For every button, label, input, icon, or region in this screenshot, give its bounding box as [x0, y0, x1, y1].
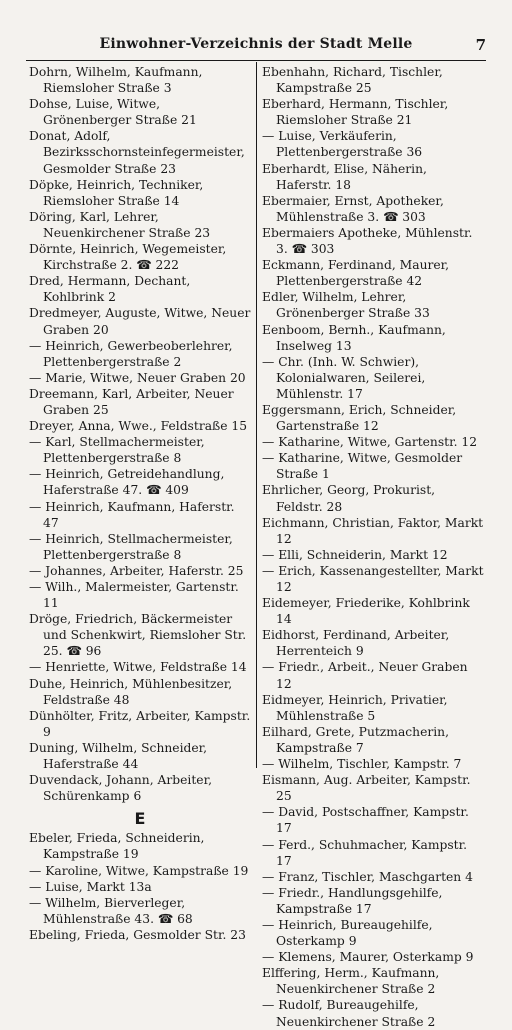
directory-entry: Ebermaiers Apotheke, Mühlenstr. 3. ☎ 303 — [262, 225, 473, 257]
directory-entry: Eidhorst, Ferdinand, Arbeiter, Herrenteich 9 — [262, 628, 450, 659]
directory-entry: — Wilhelm, Tischler, Kampstr. 7 — [262, 757, 462, 772]
directory-entry: — Johannes, Arbeiter, Haferstr. 25 — [29, 563, 244, 578]
directory-entry: — Friedr., Arbeit., Neuer Graben 12 — [262, 660, 468, 691]
directory-entry: — Heinrich, Gewerbeoberlehrer, Plettenbergerstraße 2 — [29, 338, 233, 369]
directory-entry: Duvendack, Johann, Arbeiter, Schürenkamp 6 — [29, 773, 213, 804]
directory-entry: — Heinrich, Stellmachermeister, Plettenbergerstraße 8 — [29, 531, 233, 562]
directory-entry: Eberhard, Hermann, Tischler, Riemsloher Straße 21 — [262, 97, 449, 128]
directory-entry: Eichmann, Christian, Faktor, Markt 12 — [262, 515, 484, 546]
directory-entry: Dredmeyer, Auguste, Witwe, Neuer Graben 20 — [29, 306, 251, 337]
directory-entry: — David, Postschaffner, Kampstr. 17 — [262, 805, 469, 836]
directory-entry: — Friedr., Handlungsgehilfe, Kampstraße 17 — [262, 885, 443, 916]
directory-entry: Eberhardt, Elise, Näherin, Haferstr. 18 — [262, 161, 427, 192]
directory-entry: — Luise, Verkäuferin, Plettenbergerstraße 36 — [262, 129, 423, 160]
directory-entry: Ehrlicher, Georg, Prokurist, Feldstr. 28 — [262, 483, 436, 514]
directory-entry: Donat, Adolf, Bezirksschornsteinfegermeister, Gesmolder Straße 23 — [29, 129, 245, 176]
directory-entry: Elffering, Herm., Kaufmann, Neuenkirchener Straße 2 — [262, 966, 440, 997]
directory-entry: — Erich, Kassenangestellter, Markt 12 — [262, 563, 484, 594]
directory-entry: — Ferd., Schuhmacher, Kampstr. 17 — [262, 837, 468, 868]
directory-entry: — Chr. (Inh. W. Schwier), Kolonialwaren, Seilerei, Mühlenstr. 17 — [262, 354, 426, 401]
left-column — [29, 64, 251, 943]
header-rule — [26, 60, 486, 61]
directory-entry: — Karl, Stellmachermeister, Plettenbergerstraße 8 — [29, 435, 205, 466]
directory-entry: Eidmeyer, Heinrich, Privatier, Mühlenstraße 5 — [262, 692, 448, 723]
directory-entry: — Rudolf, Bureaugehilfe, Neuenkirchener Straße 2 — [262, 998, 436, 1029]
directory-entry: — Heinrich, Getreidehandlung, Haferstraße 47. ☎ 409 — [29, 467, 225, 498]
directory-entry: Ebenhahn, Richard, Tischler, Kampstraße 25 — [262, 65, 443, 96]
section-letter: E — [134, 809, 146, 829]
directory-entry: Dohse, Luise, Witwe, Grönenberger Straße 21 — [29, 97, 197, 128]
directory-entry: Eidemeyer, Friederike, Kohlbrink 14 — [262, 596, 470, 627]
directory-entry: Ebeler, Frieda, Schneiderin, Kampstraße 19 — [29, 831, 205, 862]
directory-entry: Dröge, Friedrich, Bäckermeister und Schenkwirt, Riemsloher Str. 25. ☎ 96 — [29, 612, 247, 659]
column-divider — [256, 62, 257, 768]
directory-entry: — Heinrich, Kaufmann, Haferstr. 47 — [29, 499, 235, 530]
directory-entry: Dohrn, Wilhelm, Kaufmann, Riemsloher Straße 3 — [29, 65, 203, 96]
directory-entry: Döring, Karl, Lehrer, Neuenkirchener Straße 23 — [29, 209, 211, 240]
page-number: 7 — [475, 36, 486, 54]
directory-entry: Eggersmann, Erich, Schneider, Gartenstraße 12 — [262, 402, 457, 434]
directory-entry: — Henriette, Witwe, Feldstraße 14 — [29, 660, 247, 675]
directory-entry: — Luise, Markt 13a — [29, 879, 152, 894]
directory-entry: Dreyer, Anna, Wwe., Feldstraße 15 — [29, 419, 248, 434]
directory-entry: Dreemann, Karl, Arbeiter, Neuer Graben 25 — [29, 386, 234, 417]
directory-entry: — Wilhelm, Bierverleger, Mühlenstraße 43. ☎ 68 — [29, 895, 193, 926]
directory-entry: — Katharine, Witwe, Gesmolder Straße 1 — [262, 451, 463, 482]
directory-entry: — Karoline, Witwe, Kampstraße 19 — [29, 863, 249, 878]
directory-entry: — Wilh., Malermeister, Gartenstr. 11 — [29, 580, 239, 611]
left-entries-d — [29, 64, 251, 804]
directory-entry: — Klemens, Maurer, Osterkamp 9 — [262, 950, 474, 965]
right-entries — [262, 64, 484, 1030]
directory-entry: Dörnte, Heinrich, Wegemeister, Kirchstraße 2. ☎ 222 — [29, 242, 227, 273]
directory-entry: — Elli, Schneiderin, Markt 12 — [262, 547, 448, 562]
directory-entry: Ebermaier, Ernst, Apotheker, Mühlenstraße 3. ☎ 303 — [262, 193, 444, 224]
directory-entry: — Heinrich, Bureaugehilfe, Osterkamp 9 — [262, 917, 433, 949]
directory-entry: Duhe, Heinrich, Mühlenbesitzer, Feldstraße 48 — [29, 676, 233, 707]
directory-entry: Eenboom, Bernh., Kaufmann, Inselweg 13 — [262, 322, 446, 353]
directory-entry: — Marie, Witwe, Neuer Graben 20 — [29, 370, 246, 385]
directory-entry: Eilhard, Grete, Putzmacherin, Kampstraße 7 — [262, 724, 450, 755]
directory-entry: Eismann, Aug. Arbeiter, Kampstr. 25 — [262, 773, 471, 804]
directory-entry: Edler, Wilhelm, Lehrer, Grönenberger Straße 33 — [262, 290, 430, 321]
directory-entry: Dünhölter, Fritz, Arbeiter, Kampstr. 9 — [29, 708, 251, 739]
directory-entry: — Franz, Tischler, Maschgarten 4 — [262, 869, 473, 884]
directory-entry: Döpke, Heinrich, Techniker, Riemsloher Straße 14 — [29, 177, 204, 208]
directory-entry: Dred, Hermann, Dechant, Kohlbrink 2 — [29, 274, 191, 305]
page-title: Einwohner-Verzeichnis der Stadt Melle — [99, 36, 413, 52]
page-header — [26, 14, 486, 58]
directory-entry: — Katharine, Witwe, Gartenstr. 12 — [262, 435, 478, 450]
left-entries-e — [29, 830, 251, 943]
directory-entry: Ebeling, Frieda, Gesmolder Str. 23 — [29, 927, 246, 942]
directory-entry: Eckmann, Ferdinand, Maurer, Plettenbergerstraße 42 — [262, 258, 450, 289]
directory-entry: Duning, Wilhelm, Schneider, Haferstraße 44 — [29, 740, 208, 772]
right-column — [262, 64, 484, 1030]
